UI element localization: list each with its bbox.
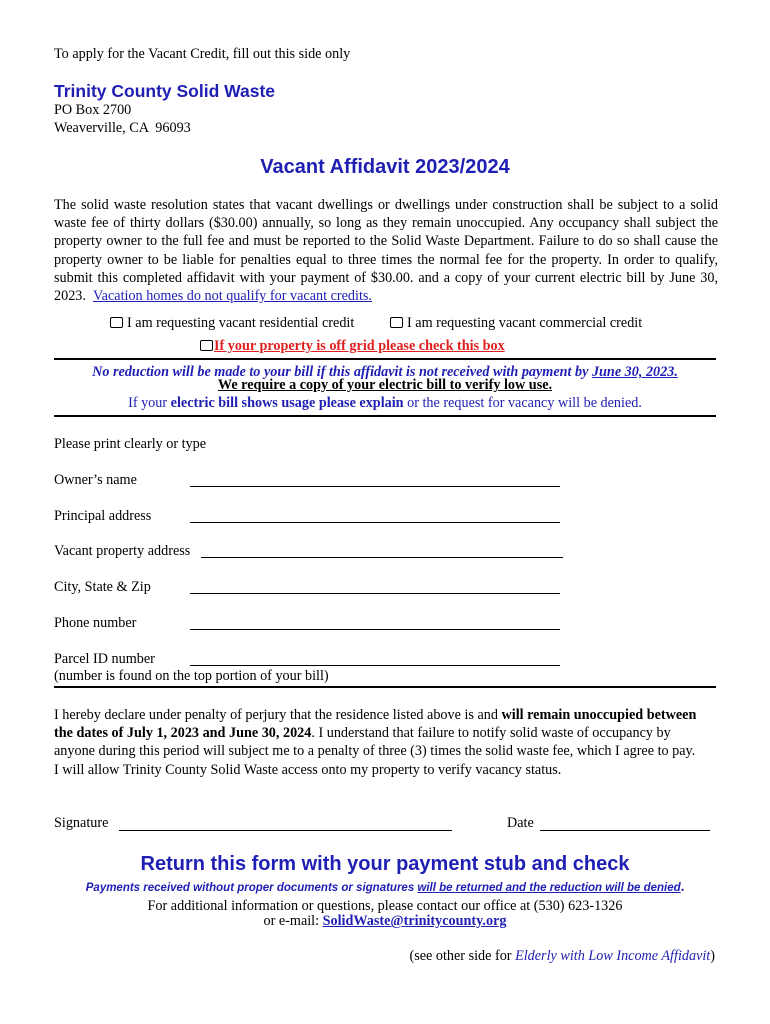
declaration-paragraph [54, 706, 702, 779]
parcel-id-field[interactable] [190, 665, 560, 666]
email-prefix: or e-mail: [263, 913, 323, 929]
usage-notice-emphasis: electric bill shows usage please explain [170, 395, 404, 411]
declaration-dates: will remain unoccupied between the dates of July 1, 2023 and June 30, 2024 [54, 707, 697, 742]
off-grid-option[interactable] [200, 338, 505, 355]
usage-notice-prefix: If your [128, 395, 171, 411]
resolution-paragraph [54, 196, 718, 305]
off-grid-label: If your property is off grid please check this box [214, 338, 505, 354]
principal-address-label: Principal address [54, 508, 152, 524]
principal-address-field[interactable] [190, 522, 560, 523]
signature-field[interactable] [119, 830, 452, 831]
return-instructions [76, 878, 694, 915]
elderly-affidavit-reference: Elderly with Low Income Affidavit [515, 948, 711, 964]
top-divider [54, 358, 716, 360]
owner-name-label: Owner’s name [54, 472, 137, 488]
phone-label: Phone number [54, 615, 137, 631]
usage-notice-suffix: or the request for vacancy will be denied. [403, 395, 642, 411]
payments-warning: Payments received without proper documents or signatures [85, 882, 418, 894]
intro-text: To apply for the Vacant Credit, fill out this side only [54, 46, 351, 62]
declaration-text-start: I hereby declare under penalty of perjury that the residence listed above is and [54, 707, 502, 723]
commercial-checkbox[interactable] [390, 317, 403, 328]
org-address-line2: Weaverville, CA 96093 [54, 120, 191, 136]
residential-label: I am requesting vacant residential credit [127, 315, 355, 331]
parcel-id-note: (number is found on the top portion of your bill) [54, 668, 329, 684]
page-title: Vacant Affidavit 2023/2024 [260, 156, 510, 178]
declaration-text-end: . I understand that failure to notify solid waste of occupancy by anyone during this period will subject me to a penalty of three (3) times the solid waste fee, which I agree to pay. I will allow Trinity County Solid Waste access onto my property to verify vacancy status. [54, 725, 696, 778]
email-link[interactable]: SolidWaste@trinitycounty.org [322, 913, 507, 929]
date-field[interactable] [540, 830, 710, 831]
resolution-text: The solid waste resolution states that vacant dwellings or dwellings under construction shall be subject to a solid waste fee of thirty dollars ($30.00) annually, so long as they remain unoccupied. Any occupancy shall subject the property owner to the full fee and must be reported to the Solid Waste Department. Failure to do so shall cause the property owner to be liable for penalties equal to three times the normal fee for the property. In order to qualify, submit this completed affidavit with your payment of $30.00. and a copy of your current electric bill by June 30, 2023. [54, 197, 718, 305]
footer-note [409, 948, 715, 965]
payments-warning-end: . [680, 879, 685, 895]
contact-info: For additional information or questions, please contact our office at (530) 623-1326 [147, 898, 623, 914]
electric-bill-requirement: We require a copy of your electric bill to verify low use. [217, 377, 553, 393]
footer-suffix: ) [710, 948, 715, 964]
org-name: Trinity County Solid Waste [54, 81, 276, 101]
residential-checkbox[interactable] [110, 317, 123, 328]
form-divider [54, 686, 716, 688]
payments-warning-emphasis: will be returned and the reduction will be denied [417, 882, 681, 894]
residential-credit-option[interactable] [110, 315, 354, 332]
parcel-id-label: Parcel ID number [54, 651, 155, 667]
off-grid-checkbox[interactable] [200, 340, 213, 351]
form-instruction: Please print clearly or type [54, 436, 207, 452]
footer-prefix: (see other side for [409, 948, 516, 964]
vacation-note: Vacation homes do not qualify for vacant credits. [93, 288, 372, 305]
phone-field[interactable] [190, 629, 560, 630]
org-address-line1: PO Box 2700 [54, 102, 132, 118]
reduction-deadline: June 30, 2023. [591, 364, 678, 380]
email-line [0, 913, 770, 930]
vacant-address-field[interactable] [201, 557, 563, 558]
owner-name-field[interactable] [190, 486, 560, 487]
notice-divider [54, 415, 716, 417]
vacant-address-label: Vacant property address [54, 543, 191, 559]
return-heading: Return this form with your payment stub and check [140, 853, 630, 875]
city-state-zip-field[interactable] [190, 593, 560, 594]
signature-label: Signature [54, 815, 109, 831]
date-label: Date [507, 815, 534, 831]
reduction-notice-text: No reduction will be made to your bill if this affidavit is not received with payment by [92, 364, 592, 380]
city-state-zip-label: City, State & Zip [54, 579, 151, 595]
commercial-label: I am requesting vacant commercial credit [407, 315, 643, 331]
usage-notice [0, 395, 770, 412]
commercial-credit-option[interactable] [390, 315, 642, 332]
